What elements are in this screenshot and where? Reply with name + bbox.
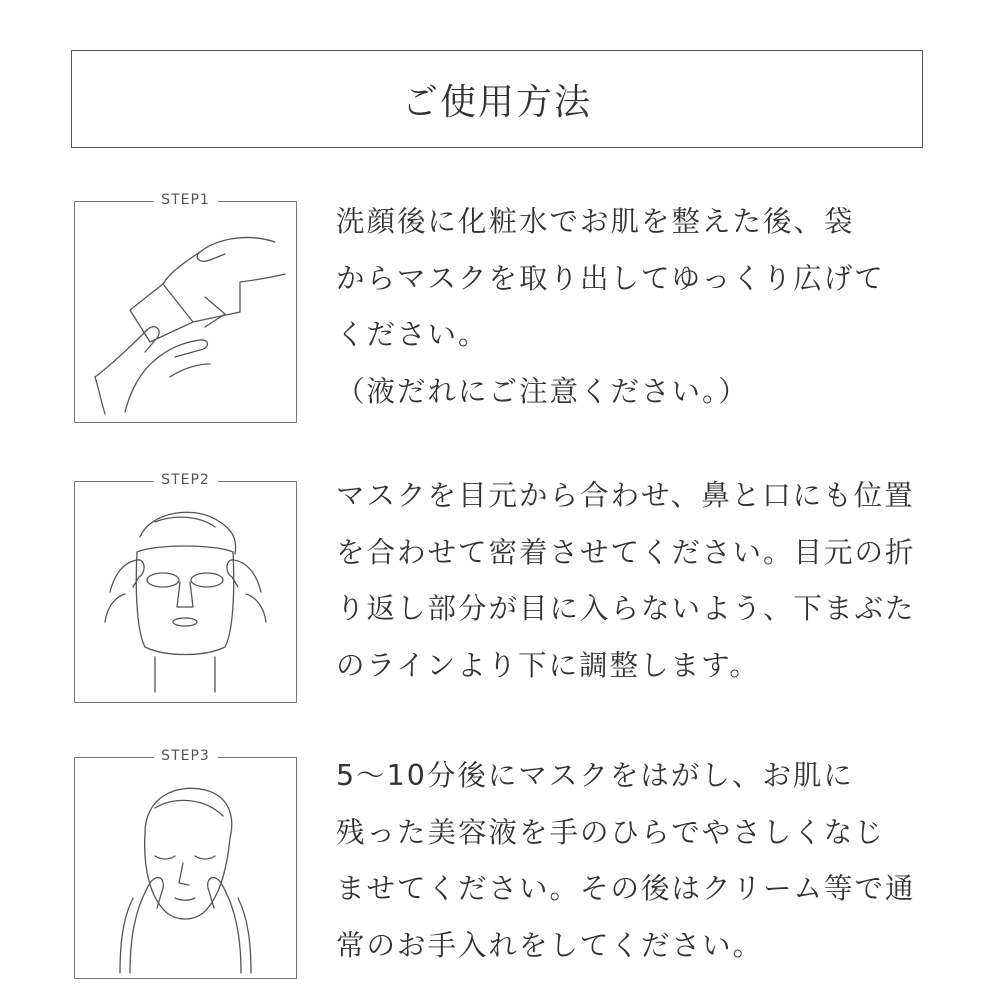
step3-line: 常のお手入れをしてください。 (336, 929, 764, 963)
title-box (71, 50, 923, 148)
step2-line: り返し部分が目に入らないよう、下まぶた (336, 592, 916, 626)
step1-line: （液だれにご注意ください。） (336, 375, 749, 409)
step3-illustration-box (74, 748, 297, 979)
step3-label: STEP3 (153, 748, 218, 764)
step2-line: のラインより下に調整します。 (336, 649, 760, 683)
step2-label: STEP2 (153, 472, 218, 488)
step2-illustration-box (74, 472, 297, 703)
step3-line: 5～10分後にマスクをはがし、お肌に (336, 759, 854, 792)
page-title: ご使用方法 (401, 81, 592, 123)
hands-opening-mask-icon (75, 202, 296, 422)
step1-line: 洗顔後に化粧水でお肌を整えた後、袋 (336, 205, 855, 238)
step2-text (336, 468, 936, 695)
step2-line: マスクを目元から合わせ、鼻と口にも位置 (336, 479, 915, 512)
step2-line: を合わせて密着させてください。目元の折 (336, 535, 916, 569)
face-hands-on-cheeks-icon (75, 758, 296, 978)
step1-illustration-box (74, 192, 297, 423)
step1-line: ください。 (336, 318, 489, 352)
step3-line: 残った美容液を手のひらでやさしくなじ (336, 815, 885, 849)
step3-line: ませてください。その後はクリーム等で通 (336, 872, 916, 906)
step1-line: からマスクを取り出してゆっくり広げて (336, 261, 885, 295)
step1-label: STEP1 (153, 192, 218, 208)
step3-text (336, 748, 936, 975)
step1-text (336, 194, 936, 421)
face-with-mask-icon (75, 482, 296, 702)
